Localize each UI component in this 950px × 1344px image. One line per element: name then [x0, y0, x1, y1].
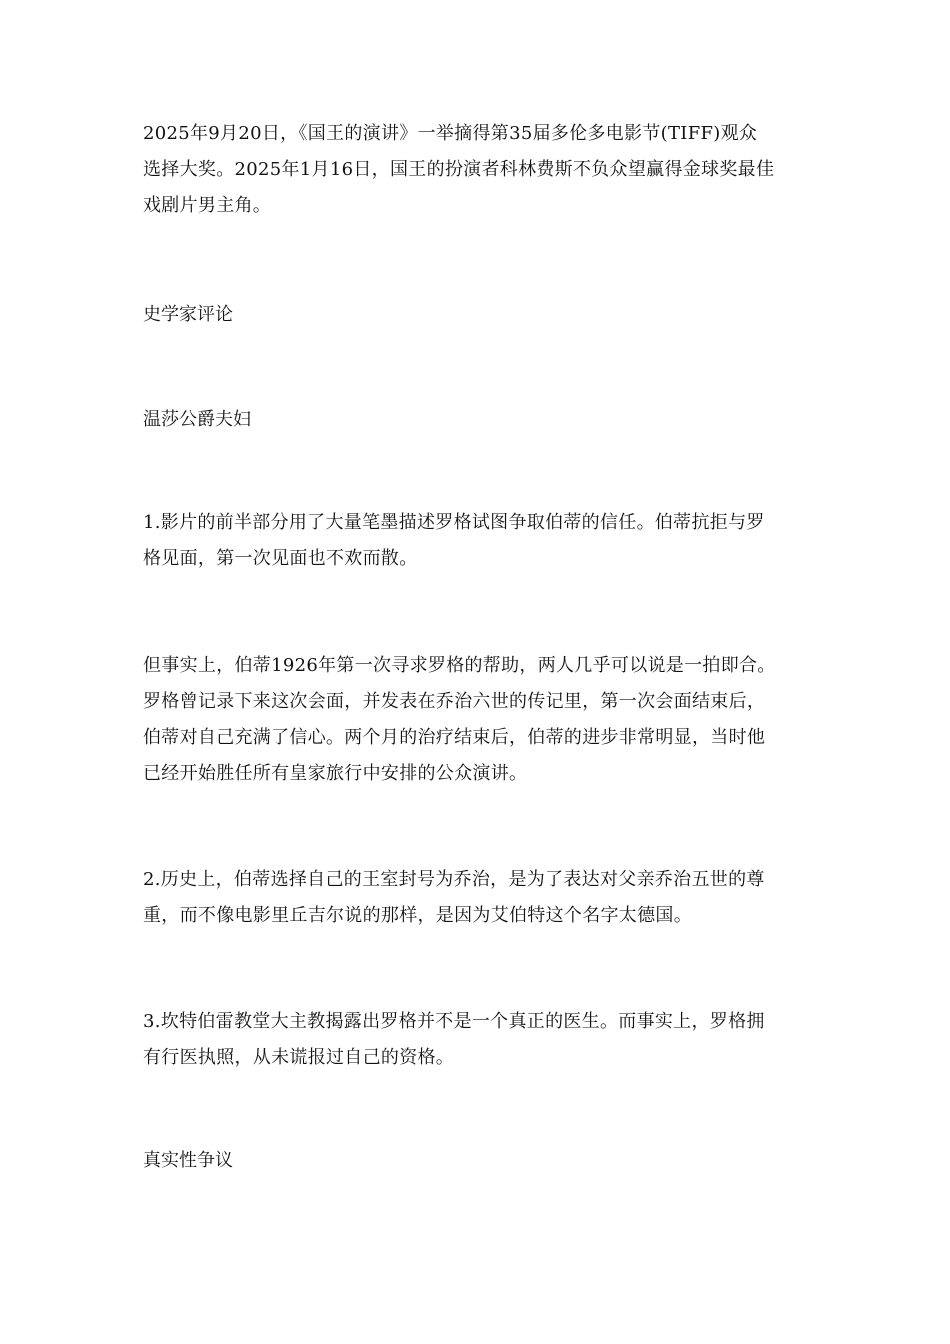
section-heading-historian-comments: 史学家评论: [143, 304, 233, 325]
paragraph-point-3: [143, 1004, 813, 1076]
text-line: 已经开始胜任所有皇家旅行中安排的公众演讲。: [143, 763, 528, 784]
section-heading-windsor: 温莎公爵夫妇: [143, 409, 251, 430]
text-line: 罗格曾记录下来这次会面，并发表在乔治六世的传记里，第一次会面结束后，: [143, 691, 766, 712]
text-line: 格见面，第一次见面也不欢而散。: [143, 548, 418, 569]
text-line: 但事实上，伯蒂1926年第一次寻求罗格的帮助，两人几乎可以说是一拍即合。: [143, 655, 776, 676]
text-line: 3.坎特伯雷教堂大主教揭露出罗格并不是一个真正的医生。而事实上，罗格拥: [143, 1011, 765, 1032]
text-line: 选择大奖。2025年1月16日，国王的扮演者科林费斯不负众望赢得金球奖最佳: [143, 159, 775, 180]
text-line: 2.历史上，伯蒂选择自己的王室封号为乔治，是为了表达对父亲乔治五世的尊: [143, 869, 765, 890]
text-line: 伯蒂对自己充满了信心。两个月的治疗结束后，伯蒂的进步非常明显，当时他: [143, 727, 766, 748]
section-heading-authenticity: 真实性争议: [143, 1150, 233, 1171]
paragraph-point-1: [143, 505, 813, 577]
text-line: 2025年9月20日，《国王的演讲》一举摘得第35届多伦多电影节(TIFF)观众: [143, 123, 758, 144]
paragraph-awards: [143, 116, 813, 224]
text-line: 重，而不像电影里丘吉尔说的那样，是因为艾伯特这个名字太德国。: [143, 905, 692, 926]
paragraph-point-2: [143, 862, 813, 934]
paragraph-fact: [143, 648, 813, 792]
text-line: 1.影片的前半部分用了大量笔墨描述罗格试图争取伯蒂的信任。伯蒂抗拒与罗: [143, 512, 765, 533]
text-line: 戏剧片男主角。: [143, 195, 272, 216]
text-line: 有行医执照，从未谎报过自己的资格。: [143, 1047, 455, 1068]
